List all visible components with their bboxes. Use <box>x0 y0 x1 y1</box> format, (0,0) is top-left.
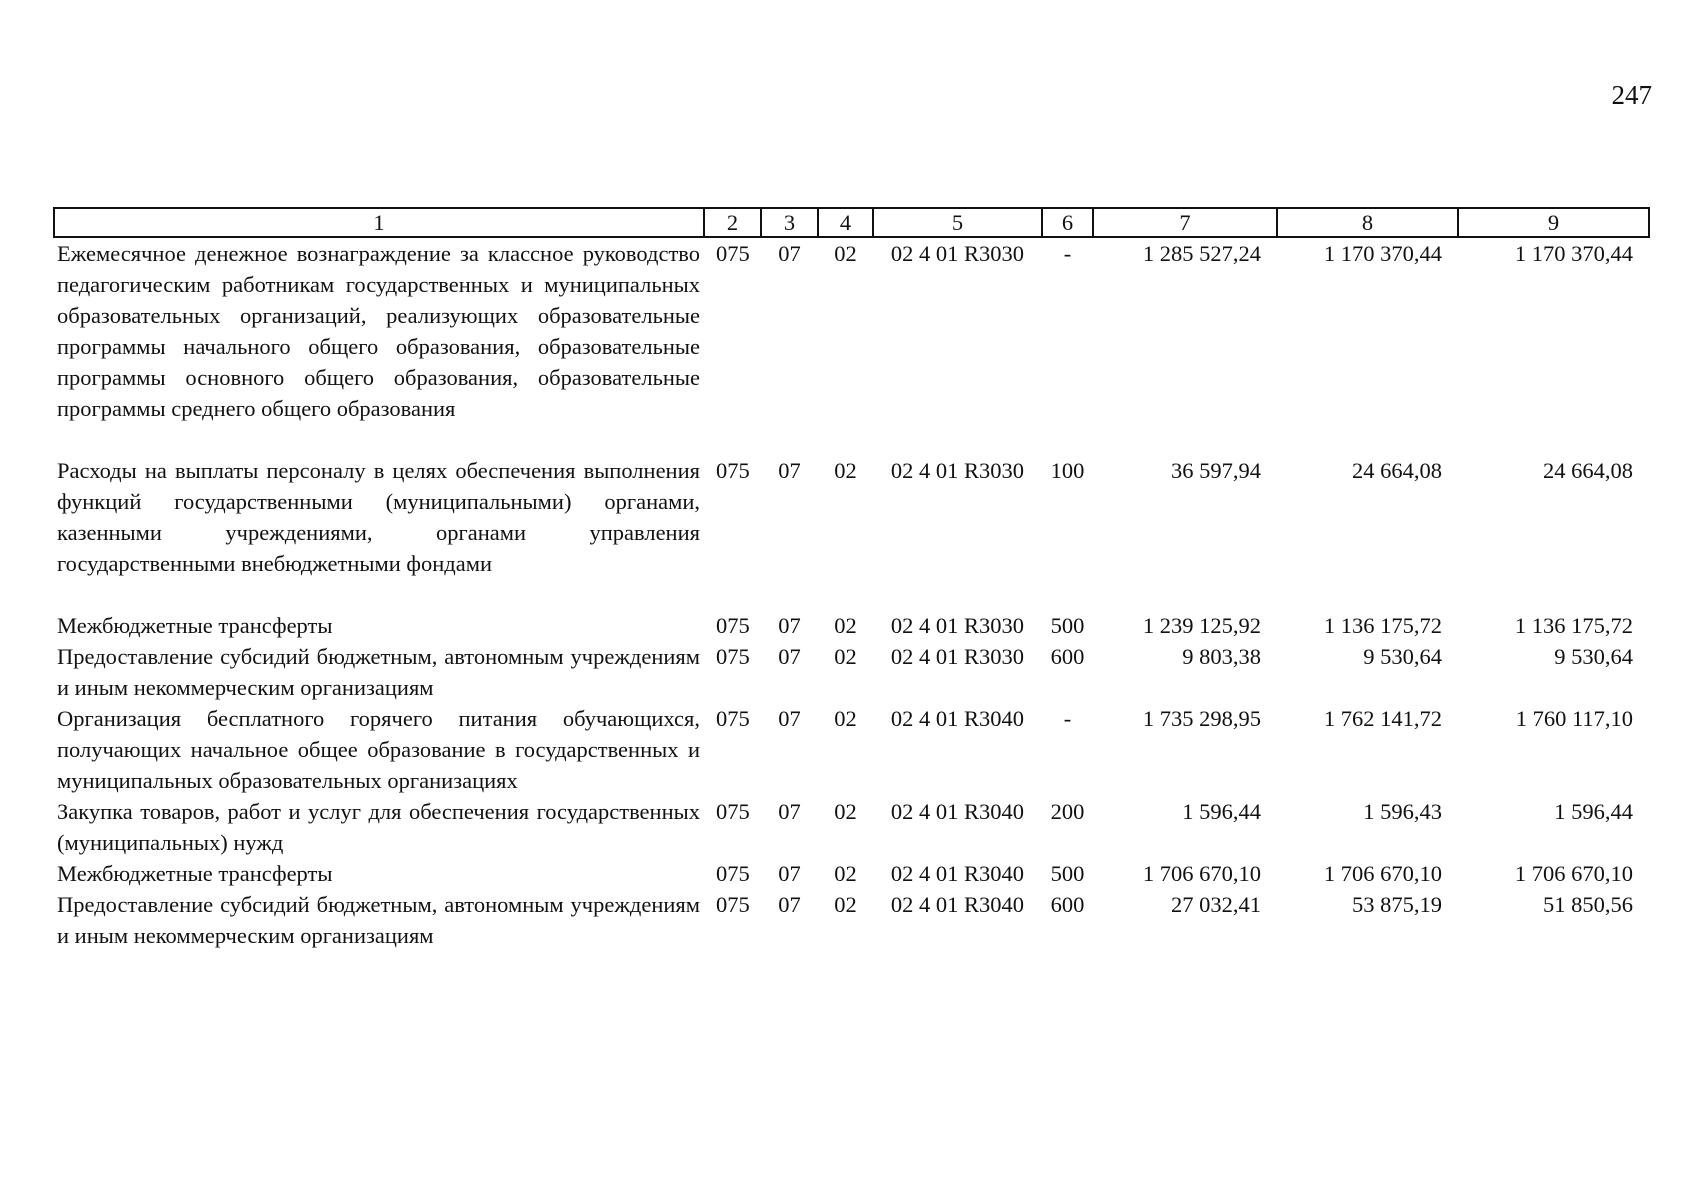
amount-col-8: 9 530,64 <box>1363 644 1442 669</box>
expense-type-code: 600 <box>1050 892 1085 917</box>
subsection-code: 02 <box>834 892 857 917</box>
section-code: 07 <box>778 241 801 266</box>
header-col-7: 7 <box>1093 208 1277 237</box>
amount-col-7: 27 032,41 <box>1171 892 1261 917</box>
expense-type-code: 500 <box>1050 861 1085 886</box>
header-col-2: 2 <box>704 208 761 237</box>
section-code: 07 <box>778 861 801 886</box>
target-article-code: 02 4 01 R3040 <box>890 799 1025 824</box>
amount-col-9: 1 596,44 <box>1554 799 1633 824</box>
ministry-code: 075 <box>716 706 750 731</box>
amount-col-7: 9 803,38 <box>1182 644 1261 669</box>
amount-col-9: 9 530,64 <box>1554 644 1633 669</box>
amount-col-9: 1 760 117,10 <box>1515 706 1633 731</box>
ministry-code: 075 <box>716 613 750 638</box>
header-col-3: 3 <box>761 208 818 237</box>
expense-type-code: 100 <box>1050 458 1085 483</box>
expense-type-code: - <box>1063 706 1072 731</box>
target-article-code: 02 4 01 R3040 <box>890 892 1025 917</box>
amount-col-9: 24 664,08 <box>1543 458 1633 483</box>
table-header <box>54 208 1649 237</box>
expense-type-code: 600 <box>1050 644 1085 669</box>
header-col-1: 1 <box>54 208 704 237</box>
expense-name: Ежемесячное денежное вознаграждение за классное руководство педагогическим работникам государственных и муниципальных образовательных организаций, реализующих образовательные программы начального общего образования, образовательные программы основного общего образования, образовательные программы среднего общего образования <box>57 241 700 421</box>
expense-name: Предоставление субсидий бюджетным, автономным учреждениям и иным некоммерческим организациям <box>57 644 700 700</box>
expense-name: Межбюджетные трансферты <box>57 613 333 638</box>
header-col-4: 4 <box>818 208 873 237</box>
header-col-9: 9 <box>1458 208 1649 237</box>
header-col-5: 5 <box>873 208 1042 237</box>
subsection-code: 02 <box>834 799 857 824</box>
table-row <box>54 641 1649 703</box>
header-col-8: 8 <box>1277 208 1458 237</box>
amount-col-8: 1 596,43 <box>1363 799 1442 824</box>
header-col-6: 6 <box>1042 208 1093 237</box>
section-code: 07 <box>778 613 801 638</box>
amount-col-9: 51 850,56 <box>1543 892 1633 917</box>
subsection-code: 02 <box>834 644 857 669</box>
target-article-code: 02 4 01 R3030 <box>890 644 1025 669</box>
amount-col-8: 1 136 175,72 <box>1323 613 1442 638</box>
ministry-code: 075 <box>716 861 750 886</box>
amount-col-8: 53 875,19 <box>1352 892 1442 917</box>
header-row <box>54 208 1649 237</box>
ministry-code: 075 <box>716 644 750 669</box>
target-article-code: 02 4 01 R3040 <box>890 861 1025 886</box>
table-row <box>54 237 1649 455</box>
ministry-code: 075 <box>716 458 750 483</box>
amount-col-8: 1 170 370,44 <box>1323 241 1442 266</box>
expense-name: Расходы на выплаты персоналу в целях обеспечения выполнения функций государственными (муниципальными) органами, казенными учреждениями, органами управления государственными внебюджетными фондами <box>57 458 700 576</box>
amount-col-9: 1 706 670,10 <box>1514 861 1633 886</box>
ministry-code: 075 <box>716 799 750 824</box>
subsection-code: 02 <box>834 241 857 266</box>
table-row <box>54 610 1649 641</box>
amount-col-8: 1 706 670,10 <box>1323 861 1442 886</box>
amount-col-9: 1 136 175,72 <box>1514 613 1633 638</box>
amount-col-7: 1 285 527,24 <box>1142 241 1261 266</box>
subsection-code: 02 <box>834 458 857 483</box>
page-number: 247 <box>1611 80 1652 110</box>
amount-col-7: 36 597,94 <box>1171 458 1261 483</box>
section-code: 07 <box>778 644 801 669</box>
amount-col-7: 1 706 670,10 <box>1142 861 1261 886</box>
ministry-code: 075 <box>716 892 750 917</box>
section-code: 07 <box>778 799 801 824</box>
expense-type-code: 200 <box>1050 799 1085 824</box>
amount-col-7: 1 735 298,95 <box>1142 706 1261 731</box>
amount-col-9: 1 170 370,44 <box>1514 241 1633 266</box>
target-article-code: 02 4 01 R3040 <box>890 706 1025 731</box>
subsection-code: 02 <box>834 861 857 886</box>
budget-table <box>53 207 1650 951</box>
table-row <box>54 858 1649 889</box>
target-article-code: 02 4 01 R3030 <box>890 613 1025 638</box>
section-code: 07 <box>778 458 801 483</box>
table-row <box>54 889 1649 951</box>
target-article-code: 02 4 01 R3030 <box>890 458 1025 483</box>
expense-name: Закупка товаров, работ и услуг для обеспечения государственных (муниципальных) нужд <box>57 799 700 855</box>
subsection-code: 02 <box>834 613 857 638</box>
expense-name: Межбюджетные трансферты <box>57 861 333 886</box>
table-row <box>54 796 1649 858</box>
expense-name: Предоставление субсидий бюджетным, автономным учреждениям и иным некоммерческим организациям <box>57 892 700 948</box>
subsection-code: 02 <box>834 706 857 731</box>
table-row <box>54 703 1649 796</box>
target-article-code: 02 4 01 R3030 <box>890 241 1025 266</box>
section-code: 07 <box>778 706 801 731</box>
table-body <box>54 237 1649 951</box>
expense-type-code: 500 <box>1050 613 1085 638</box>
section-code: 07 <box>778 892 801 917</box>
ministry-code: 075 <box>716 241 750 266</box>
amount-col-8: 1 762 141,72 <box>1323 706 1442 731</box>
expense-name: Организация бесплатного горячего питания обучающихся, получающих начальное общее образование в государственных и муниципальных образовательных организациях <box>57 706 700 793</box>
amount-col-7: 1 239 125,92 <box>1142 613 1261 638</box>
expense-type-code: - <box>1063 241 1072 266</box>
amount-col-8: 24 664,08 <box>1352 458 1442 483</box>
amount-col-7: 1 596,44 <box>1182 799 1261 824</box>
table-row <box>54 455 1649 610</box>
